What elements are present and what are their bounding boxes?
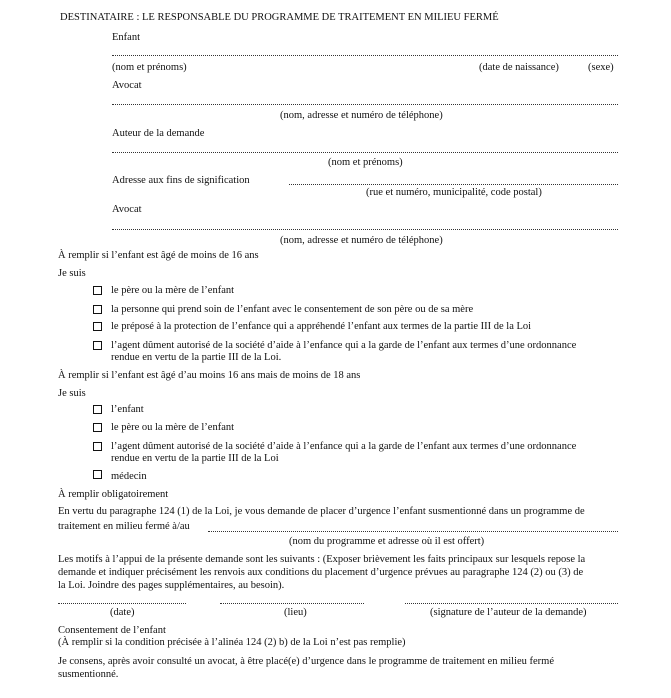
auteur-caption: (nom et prénoms): [328, 157, 403, 168]
adresse-field[interactable]: [289, 184, 618, 185]
lieu-caption: (lieu): [284, 607, 307, 618]
under16-je-suis: Je suis: [58, 268, 86, 279]
option-parent-2: le père ou la mère de l’enfant: [111, 422, 235, 433]
checkbox-protection-officer[interactable]: [93, 322, 102, 331]
obligatoire-line2: traitement en milieu fermé à/au: [58, 521, 190, 532]
16to18-je-suis: Je suis: [58, 388, 86, 399]
consentement-line2: susmentionné.: [58, 669, 119, 680]
option-child: l’enfant: [111, 404, 144, 415]
checkbox-child[interactable]: [93, 405, 102, 414]
enfant-name-caption: (nom et prénoms): [112, 62, 187, 73]
consentement-condition: (À remplir si la condition précisée à l’alinéa 124 (2) b) de la Loi n’est pas remplie): [58, 637, 406, 648]
signature-caption: (signature de l’auteur de la demande): [430, 607, 587, 618]
form-header: DESTINATAIRE : LE RESPONSABLE DU PROGRAMME DE TRAITEMENT EN MILIEU FERMÉ: [60, 12, 499, 23]
auteur-field[interactable]: [112, 152, 618, 153]
motifs-line3: la Loi. Joindre des pages supplémentaires, au besoin).: [58, 580, 285, 591]
checkbox-parent[interactable]: [93, 286, 102, 295]
option-protection-officer: le préposé à la protection de l’enfance qui a appréhendé l’enfant aux termes de la partie III de la Loi: [111, 321, 532, 332]
16to18-title: À remplir si l’enfant est âgé d’au moins 16 ans mais de moins de 18 ans: [58, 370, 361, 381]
date-field[interactable]: [58, 603, 186, 604]
consentement-line1: Je consens, après avoir consulté un avocat, à être placé(e) d’urgence dans le programme de traitement en milieu fermé: [58, 656, 555, 667]
avocat-label: Avocat: [112, 80, 142, 91]
adresse-caption: (rue et numéro, municipalité, code postal): [366, 187, 542, 198]
checkbox-cas-agent-2[interactable]: [93, 442, 102, 451]
checkbox-cas-agent[interactable]: [93, 341, 102, 350]
avocat-field-2[interactable]: [112, 229, 618, 230]
option-cas-agent-cont: rendue en vertu de la partie III de la Loi.: [111, 352, 282, 363]
option-parent: le père ou la mère de l’enfant: [111, 285, 235, 296]
signature-field[interactable]: [405, 603, 618, 604]
checkbox-caregiver[interactable]: [93, 305, 102, 314]
obligatoire-title: À remplir obligatoirement: [58, 489, 169, 500]
enfant-sex-caption: (sexe): [588, 62, 614, 73]
avocat-caption: (nom, adresse et numéro de téléphone): [280, 110, 443, 121]
option-cas-agent-2: l’agent dûment autorisé de la société d’aide à l’enfance qui a la garde de l’enfant aux termes d’une ordonnance: [111, 441, 577, 452]
option-medecin: médecin: [111, 471, 147, 482]
avocat-field[interactable]: [112, 104, 618, 105]
motifs-line1: Les motifs à l’appui de la présente demande sont les suivants : (Exposer brièvement les faits principaux sur lesquels repose la: [58, 554, 586, 565]
option-caregiver: la personne qui prend soin de l’enfant avec le consentement de son père ou de sa mère: [111, 304, 474, 315]
programme-field[interactable]: [208, 531, 618, 532]
lieu-field[interactable]: [220, 603, 364, 604]
programme-caption: (nom du programme et adresse où il est offert): [289, 536, 485, 547]
checkbox-medecin[interactable]: [93, 470, 102, 479]
consentement-title: Consentement de l’enfant: [58, 625, 166, 636]
under16-title: À remplir si l’enfant est âgé de moins de 16 ans: [58, 250, 259, 261]
avocat-caption-2: (nom, adresse et numéro de téléphone): [280, 235, 443, 246]
obligatoire-line1: En vertu du paragraphe 124 (1) de la Loi, je vous demande de placer d’urgence l’enfant susmentionné dans un programme de: [58, 506, 585, 517]
enfant-field[interactable]: [112, 55, 618, 56]
enfant-label: Enfant: [112, 32, 140, 43]
checkbox-parent-2[interactable]: [93, 423, 102, 432]
date-caption: (date): [110, 607, 135, 618]
option-cas-agent: l’agent dûment autorisé de la société d’aide à l’enfance qui a la garde de l’enfant aux termes d’une ordonnance: [111, 340, 577, 351]
adresse-label: Adresse aux fins de signification: [112, 175, 250, 186]
motifs-line2: demande et indiquer précisément les renvois aux conditions du placement d’urgence prévues au paragraphe 124 (2) ou (3) de: [58, 567, 584, 578]
enfant-dob-caption: (date de naissance): [479, 62, 559, 73]
option-cas-agent-2-cont: rendue en vertu de la partie III de la Loi: [111, 453, 279, 464]
avocat-label-2: Avocat: [112, 204, 142, 215]
auteur-label: Auteur de la demande: [112, 128, 205, 139]
